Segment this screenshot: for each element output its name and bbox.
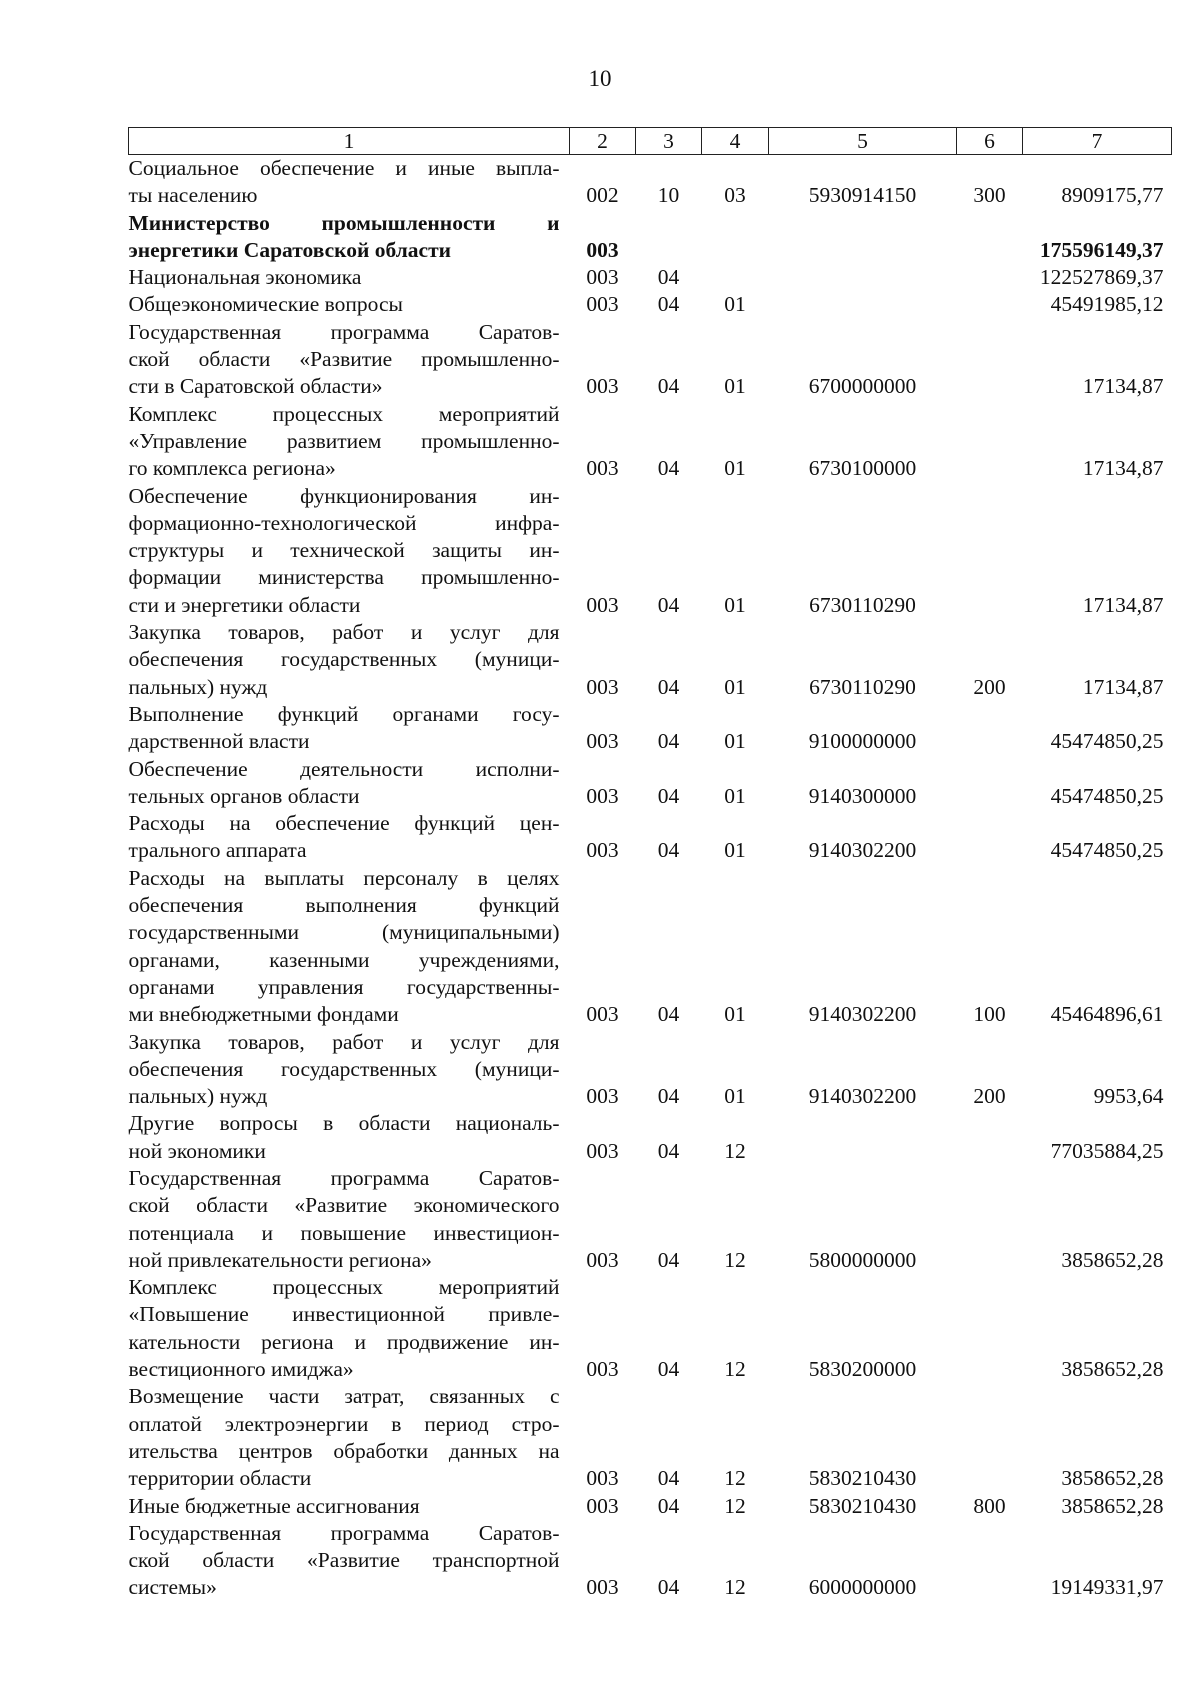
row-admin-code: 003 bbox=[586, 838, 619, 863]
row-name-line: Возмещение части затрат, связанных с bbox=[128, 1384, 560, 1409]
row-name-line: Обеспечение функционирования ин- bbox=[128, 483, 560, 508]
table-row bbox=[129, 1493, 1172, 1520]
row-admin-code: 003 bbox=[586, 592, 619, 617]
row-section-code: 04 bbox=[657, 838, 680, 863]
row-admin-code: 003 bbox=[586, 1357, 619, 1382]
row-name-line: трального аппарата bbox=[128, 838, 307, 863]
table-row bbox=[129, 319, 1172, 401]
row-name-line: сти и энергетики области bbox=[128, 592, 361, 617]
row-name bbox=[129, 401, 570, 483]
row-expense-type bbox=[957, 291, 1023, 318]
row-name-line: Иные бюджетные ассигнования bbox=[128, 1493, 420, 1518]
row-name bbox=[129, 1029, 570, 1111]
row-name bbox=[129, 810, 570, 865]
row-admin-code: 003 bbox=[586, 1247, 619, 1272]
row-name-line: Национальная экономика bbox=[128, 265, 362, 290]
row-section-code: 04 bbox=[657, 1138, 680, 1163]
table-header bbox=[129, 128, 1172, 155]
row-name bbox=[129, 291, 570, 318]
row-name-line: обеспечения государственных (муници- bbox=[128, 1056, 560, 1081]
row-name-line: потенциала и повышение инвестицион- bbox=[128, 1220, 560, 1245]
row-admin-code: 003 bbox=[586, 1138, 619, 1163]
row-name-line: Закупка товаров, работ и услуг для bbox=[128, 1029, 560, 1054]
row-amount: 17134,87 bbox=[1082, 592, 1164, 617]
row-subsection-code: 12 bbox=[724, 1575, 746, 1600]
row-name-line: органами управления государственны- bbox=[128, 974, 560, 999]
row-name bbox=[129, 1520, 570, 1602]
row-target-article: 9140300000 bbox=[808, 783, 917, 808]
row-expense-type bbox=[957, 1110, 1023, 1165]
row-section-code: 04 bbox=[657, 729, 680, 754]
row-name bbox=[129, 155, 570, 210]
row-amount: 45474850,25 bbox=[1050, 783, 1164, 808]
row-name-line: системы» bbox=[128, 1575, 217, 1600]
header-col-5: 5 bbox=[769, 128, 957, 155]
row-subsection-code: 12 bbox=[724, 1357, 746, 1382]
row-target-article: 5830210430 bbox=[808, 1466, 917, 1491]
row-subsection-code: 12 bbox=[724, 1493, 746, 1518]
row-target-article: 6730110290 bbox=[809, 674, 916, 699]
row-name-line: обеспечения выполнения функций bbox=[128, 893, 560, 918]
table-row bbox=[129, 1520, 1172, 1602]
row-name-line: структуры и технической защиты ин- bbox=[128, 538, 560, 563]
row-amount: 17134,87 bbox=[1082, 674, 1164, 699]
row-expense-type bbox=[957, 1520, 1023, 1602]
row-name-line: сти в Саратовской области» bbox=[128, 374, 383, 399]
row-target-article: 6730110290 bbox=[809, 592, 916, 617]
row-target-article bbox=[769, 1110, 957, 1165]
table-row bbox=[129, 701, 1172, 756]
row-name-line: дарственной власти bbox=[128, 729, 310, 754]
row-amount: 77035884,25 bbox=[1050, 1138, 1164, 1163]
row-name bbox=[129, 619, 570, 701]
header-col-2: 2 bbox=[570, 128, 636, 155]
row-expense-type bbox=[957, 483, 1023, 619]
row-name-line: органами, казенными учреждениями, bbox=[128, 947, 560, 972]
row-expense-type bbox=[957, 810, 1023, 865]
table-row bbox=[129, 756, 1172, 811]
row-amount: 45491985,12 bbox=[1050, 292, 1164, 317]
row-name-line: формации министерства промышленно- bbox=[128, 565, 560, 590]
row-subsection-code bbox=[702, 210, 769, 265]
row-subsection-code: 01 bbox=[724, 292, 746, 317]
row-name bbox=[129, 1274, 570, 1383]
row-target-article: 5830200000 bbox=[808, 1357, 917, 1382]
row-name-line: оплатой электроэнергии в период стро- bbox=[128, 1411, 560, 1436]
table-row bbox=[129, 291, 1172, 318]
row-admin-code: 003 bbox=[586, 292, 619, 317]
row-section-code: 04 bbox=[657, 292, 680, 317]
row-name-line: ты населению bbox=[128, 183, 258, 208]
row-amount: 19149331,97 bbox=[1050, 1575, 1164, 1600]
row-name-line: Расходы на выплаты персоналу в целях bbox=[128, 865, 560, 890]
row-amount: 9953,64 bbox=[1093, 1084, 1164, 1109]
table-row bbox=[129, 865, 1172, 1029]
row-expense-type bbox=[957, 756, 1023, 811]
row-target-article: 9140302200 bbox=[808, 1084, 917, 1109]
row-expense-type bbox=[957, 401, 1023, 483]
table-row bbox=[129, 483, 1172, 619]
row-name-line: государственными (муниципальными) bbox=[128, 920, 560, 945]
row-subsection-code: 01 bbox=[724, 456, 746, 481]
row-amount: 3858652,28 bbox=[1061, 1466, 1164, 1491]
header-col-4: 4 bbox=[702, 128, 769, 155]
row-admin-code: 003 bbox=[586, 1493, 619, 1518]
row-expense-type: 200 bbox=[973, 1084, 1006, 1109]
row-name-line: Выполнение функций органами госу- bbox=[128, 701, 560, 726]
row-amount: 45474850,25 bbox=[1050, 838, 1164, 863]
row-admin-code: 003 bbox=[586, 1002, 619, 1027]
row-name-line: го комплекса региона» bbox=[128, 456, 336, 481]
row-name bbox=[129, 210, 570, 265]
table-row bbox=[129, 1165, 1172, 1274]
row-section-code: 04 bbox=[657, 783, 680, 808]
row-expense-type bbox=[957, 1383, 1023, 1492]
row-admin-code: 003 bbox=[586, 456, 619, 481]
row-name-line: ной экономики bbox=[128, 1138, 266, 1163]
row-target-article: 9140302200 bbox=[808, 838, 917, 863]
header-col-7: 7 bbox=[1023, 128, 1172, 155]
row-name-line: кательности региона и продвижение ин- bbox=[128, 1329, 560, 1354]
row-amount: 3858652,28 bbox=[1061, 1247, 1164, 1272]
row-subsection-code: 12 bbox=[724, 1466, 746, 1491]
row-name-line: Комплекс процессных мероприятий bbox=[128, 1275, 560, 1300]
row-name-line: Другие вопросы в области националь- bbox=[128, 1111, 560, 1136]
row-target-article bbox=[769, 291, 957, 318]
row-admin-code: 003 bbox=[586, 729, 619, 754]
row-name-line: Государственная программа Саратов- bbox=[128, 1520, 560, 1545]
row-expense-type bbox=[957, 264, 1023, 291]
row-name bbox=[129, 1110, 570, 1165]
row-section-code: 04 bbox=[657, 1084, 680, 1109]
row-name-line: Министерство промышленности и bbox=[128, 210, 560, 235]
page-number: 10 bbox=[588, 66, 612, 91]
table-row bbox=[129, 1383, 1172, 1492]
row-expense-type: 200 bbox=[973, 674, 1006, 699]
row-admin-code: 003 bbox=[586, 1575, 619, 1600]
row-name-line: Расходы на обеспечение функций цен- bbox=[128, 811, 560, 836]
row-name bbox=[129, 865, 570, 1029]
row-name-line: пальных) нужд bbox=[128, 674, 268, 699]
row-name-line: тельных органов области bbox=[128, 783, 360, 808]
row-target-article: 9140302200 bbox=[808, 1002, 917, 1027]
row-section-code: 10 bbox=[657, 183, 680, 208]
row-target-article: 5830210430 bbox=[808, 1493, 917, 1518]
row-admin-code: 003 bbox=[586, 1084, 619, 1109]
row-subsection-code: 01 bbox=[724, 1084, 746, 1109]
row-name-line: ской области «Развитие экономического bbox=[128, 1193, 560, 1218]
row-amount: 17134,87 bbox=[1082, 374, 1164, 399]
row-section-code: 04 bbox=[657, 374, 680, 399]
row-name-line: формационно-технологической инфра- bbox=[128, 510, 560, 535]
row-name-line: ной привлекательности региона» bbox=[128, 1247, 432, 1272]
row-amount: 8909175,77 bbox=[1061, 183, 1164, 208]
row-section-code: 04 bbox=[657, 1247, 680, 1272]
row-amount: 45464896,61 bbox=[1050, 1002, 1164, 1027]
row-name bbox=[129, 756, 570, 811]
row-admin-code: 003 bbox=[586, 674, 619, 699]
row-expense-type: 300 bbox=[973, 183, 1006, 208]
row-expense-type bbox=[957, 1274, 1023, 1383]
table-row bbox=[129, 619, 1172, 701]
row-section-code: 04 bbox=[657, 1357, 680, 1382]
row-target-article bbox=[769, 264, 957, 291]
row-target-article: 9100000000 bbox=[808, 729, 917, 754]
row-name-line: Комплекс процессных мероприятий bbox=[128, 401, 560, 426]
row-section-code: 04 bbox=[657, 456, 680, 481]
row-admin-code: 002 bbox=[586, 183, 619, 208]
row-amount: 3858652,28 bbox=[1061, 1493, 1164, 1518]
row-subsection-code: 01 bbox=[724, 674, 746, 699]
row-subsection-code: 12 bbox=[724, 1247, 746, 1272]
row-name-line: Государственная программа Саратов- bbox=[128, 319, 560, 344]
row-expense-type bbox=[957, 319, 1023, 401]
row-target-article: 6700000000 bbox=[808, 374, 917, 399]
table-row bbox=[129, 1274, 1172, 1383]
row-name-line: ми внебюджетными фондами bbox=[128, 1002, 399, 1027]
row-name-line: энергетики Саратовской области bbox=[128, 237, 452, 262]
row-subsection-code: 01 bbox=[724, 729, 746, 754]
row-expense-type bbox=[957, 1165, 1023, 1274]
row-name-line: Закупка товаров, работ и услуг для bbox=[128, 620, 560, 645]
row-expense-type bbox=[957, 210, 1023, 265]
row-section-code bbox=[636, 210, 702, 265]
header-row bbox=[129, 128, 1172, 155]
row-name-line: вестиционного имиджа» bbox=[128, 1357, 354, 1382]
row-subsection-code: 01 bbox=[724, 1002, 746, 1027]
table-row bbox=[129, 401, 1172, 483]
row-section-code: 04 bbox=[657, 1466, 680, 1491]
row-expense-type: 100 bbox=[973, 1002, 1006, 1027]
row-admin-code: 003 bbox=[586, 783, 619, 808]
row-expense-type bbox=[957, 701, 1023, 756]
row-name bbox=[129, 701, 570, 756]
row-subsection-code: 01 bbox=[724, 592, 746, 617]
row-amount: 122527869,37 bbox=[1039, 265, 1164, 290]
row-name-line: пальных) нужд bbox=[128, 1084, 268, 1109]
row-name-line: обеспечения государственных (муници- bbox=[128, 647, 560, 672]
row-name-line: «Повышение инвестиционной привле- bbox=[128, 1302, 560, 1327]
table-row bbox=[129, 810, 1172, 865]
row-name bbox=[129, 1493, 570, 1520]
row-admin-code: 003 bbox=[586, 265, 619, 290]
table-row bbox=[129, 264, 1172, 291]
table-row bbox=[129, 210, 1172, 265]
header-col-1: 1 bbox=[129, 128, 570, 155]
row-name-line: территории области bbox=[128, 1466, 312, 1491]
row-name-line: Обеспечение деятельности исполни- bbox=[128, 756, 560, 781]
row-subsection-code: 01 bbox=[724, 838, 746, 863]
row-amount: 17134,87 bbox=[1082, 456, 1164, 481]
row-name-line: Общеэкономические вопросы bbox=[128, 292, 403, 317]
budget-table bbox=[128, 127, 1172, 1602]
row-target-article bbox=[769, 210, 957, 265]
row-target-article: 6000000000 bbox=[808, 1575, 917, 1600]
row-expense-type: 800 bbox=[973, 1493, 1006, 1518]
row-subsection-code: 12 bbox=[724, 1138, 746, 1163]
row-name-line: «Управление развитием промышленно- bbox=[128, 428, 560, 453]
row-admin-code: 003 bbox=[586, 237, 619, 262]
row-target-article: 6730100000 bbox=[808, 456, 917, 481]
row-admin-code: 003 bbox=[586, 1466, 619, 1491]
table-body bbox=[129, 155, 1172, 1602]
header-col-3: 3 bbox=[636, 128, 702, 155]
row-amount: 3858652,28 bbox=[1061, 1357, 1164, 1382]
row-name bbox=[129, 483, 570, 619]
row-section-code: 04 bbox=[657, 1493, 680, 1518]
row-section-code: 04 bbox=[657, 1002, 680, 1027]
row-name-line: ительства центров обработки данных на bbox=[128, 1438, 560, 1463]
row-admin-code: 003 bbox=[586, 374, 619, 399]
row-amount: 45474850,25 bbox=[1050, 729, 1164, 754]
row-subsection-code: 01 bbox=[724, 374, 746, 399]
header-col-6: 6 bbox=[957, 128, 1023, 155]
row-target-article: 5800000000 bbox=[808, 1247, 917, 1272]
row-amount: 175596149,37 bbox=[1039, 237, 1164, 262]
row-name bbox=[129, 264, 570, 291]
row-name-line: Социальное обеспечение и иные выпла- bbox=[128, 156, 560, 180]
row-section-code: 04 bbox=[657, 592, 680, 617]
row-subsection-code: 01 bbox=[724, 783, 746, 808]
table-row bbox=[129, 1110, 1172, 1165]
row-section-code: 04 bbox=[657, 674, 680, 699]
row-subsection-code bbox=[702, 264, 769, 291]
row-section-code: 04 bbox=[657, 1575, 680, 1600]
row-subsection-code: 03 bbox=[724, 183, 746, 208]
row-section-code: 04 bbox=[657, 265, 680, 290]
row-name-line: ской области «Развитие промышленно- bbox=[128, 347, 560, 372]
row-name bbox=[129, 319, 570, 401]
row-target-article: 5930914150 bbox=[808, 183, 917, 208]
row-name-line: Государственная программа Саратов- bbox=[128, 1165, 560, 1190]
row-name-line: ской области «Развитие транспортной bbox=[128, 1548, 560, 1573]
row-name bbox=[129, 1383, 570, 1492]
table-row bbox=[129, 1029, 1172, 1111]
row-name bbox=[129, 1165, 570, 1274]
table-row bbox=[129, 155, 1172, 210]
